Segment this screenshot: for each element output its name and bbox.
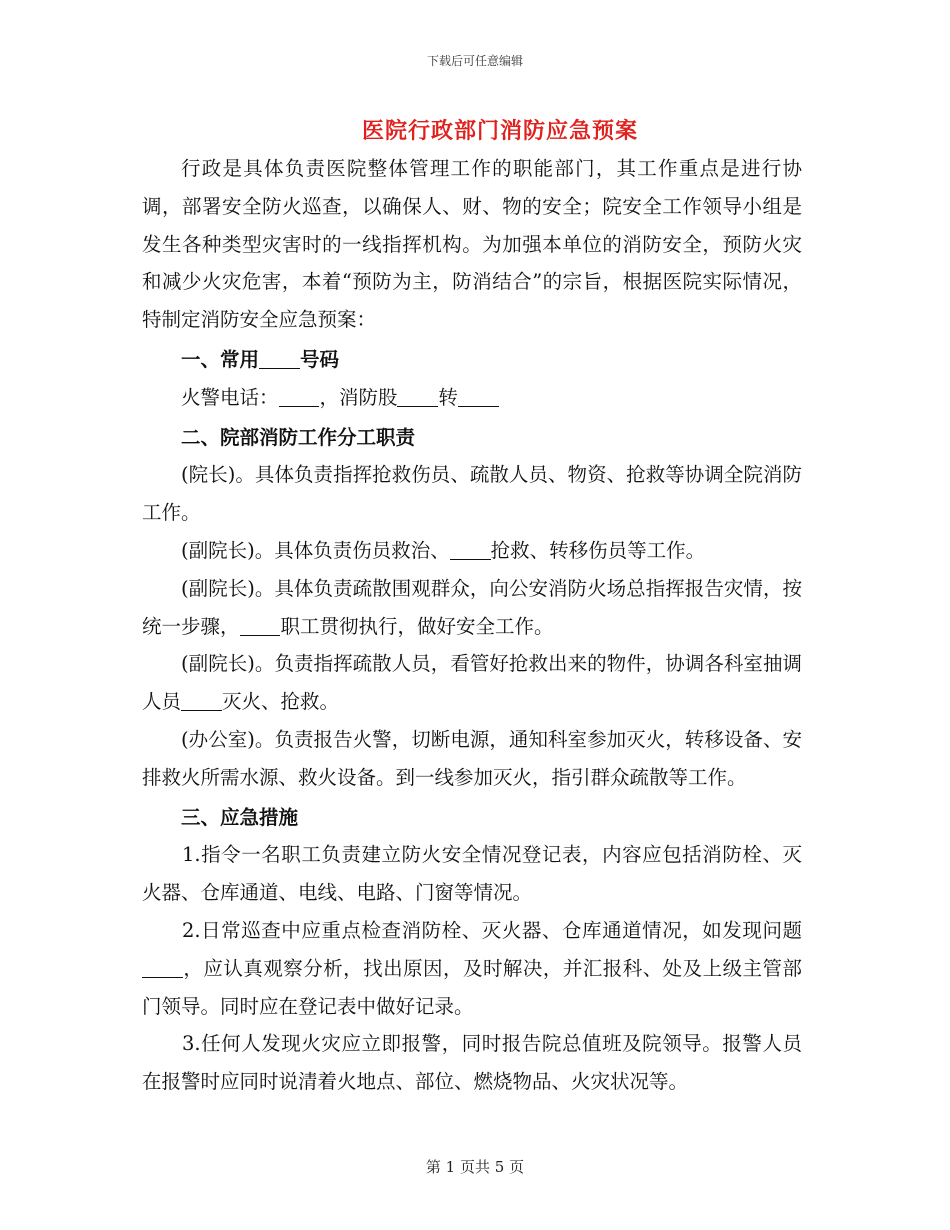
duty-3-text-a: (副院长)。具体负责疏散围观群众，向公安消防火场总指挥报告灾情，按统一步骤， [142, 576, 802, 638]
blank-field[interactable] [458, 385, 499, 406]
section-1-heading [142, 341, 802, 379]
intro-paragraph: 行政是具体负责医院整体管理工作的职能部门，其工作重点是进行协调，部署安全防火巡查，以确保人、财、物的安全；院安全工作领导小组是发生各种类型灾害时的一线指挥机构。为加强本单位的消防安全，预防火灾和减少火灾危害，本着“预防为主，防消结合”的宗旨，根据医院实际情况，特制定消防安全应急预案： [142, 157, 802, 332]
extension-label: 转 [438, 385, 458, 409]
document-title: 医院行政部门消防应急预案 [361, 118, 638, 144]
measure-1: 1.指令一名职工负责建立防火安全情况登记表，内容应包括消防栓、灭火器、仓库通道、电线、电路、门窗等情况。 [142, 843, 802, 905]
duty-paragraph-4 [142, 645, 802, 721]
duty-2-text-a: (副院长)。具体负责伤员救治、 [181, 538, 450, 562]
section-1-heading-b: 号码 [299, 347, 339, 371]
measure-2 [142, 912, 802, 1025]
fire-dept-label: ，消防股 [319, 385, 398, 409]
blank-field[interactable] [397, 385, 438, 406]
duty-3-text-b: 职工贯彻执行，做好安全工作。 [280, 614, 554, 638]
duty-paragraph-5: (办公室)。负责报告火警，切断电源，通知科室参加灭火，转移设备、安排救火所需水源、救火设备。到一线参加灭火，指引群众疏散等工作。 [142, 727, 802, 789]
blank-field[interactable] [279, 385, 320, 406]
duty-paragraph-1: (院长)。具体负责指挥抢救伤员、疏散人员、物资、抢救等协调全院消防工作。 [142, 463, 802, 525]
duty-4-text-b: 灭火、抢救。 [221, 690, 339, 714]
fire-phone-line [142, 379, 802, 417]
measure-3: 3.任何人发现火灾应立即报警，同时报告院总值班及院领导。报警人员在报警时应同时说清着火地点、部位、燃烧物品、火灾状况等。 [142, 1032, 802, 1094]
blank-field[interactable] [450, 539, 491, 560]
blank-field[interactable] [181, 690, 222, 711]
measure-2-text-b: ，应认真观察分析，找出原因，及时解决，并汇报科、处及上级主管部门领导。同时应在登记表中做好记录。 [142, 956, 802, 1018]
page-footer: 第 1 页共 5 页 [425, 1158, 525, 1176]
blank-field[interactable] [142, 956, 183, 977]
blank-field[interactable] [240, 614, 281, 635]
duty-4-text-a: (副院长)。负责指挥疏散人员，看管好抢救出来的物件，协调各科室抽调人员 [142, 652, 802, 714]
section-2-heading: 二、院部消防工作分工职责 [181, 425, 416, 449]
section-3-heading: 三、应急措施 [181, 805, 299, 829]
measure-2-text-a: 2.日常巡查中应重点检查消防栓、灭火器、仓库通道情况，如发现问题 [181, 918, 802, 942]
fire-phone-label: 火警电话： [181, 385, 279, 409]
blank-field[interactable] [259, 348, 300, 369]
duty-paragraph-3 [142, 570, 802, 646]
page-header: 下载后可任意编辑 [426, 54, 523, 68]
document-body [142, 150, 802, 1101]
duty-2-text-b: 抢救、转移伤员等工作。 [490, 538, 706, 562]
duty-paragraph-2 [142, 532, 802, 570]
section-1-heading-a: 一、常用 [181, 347, 260, 371]
